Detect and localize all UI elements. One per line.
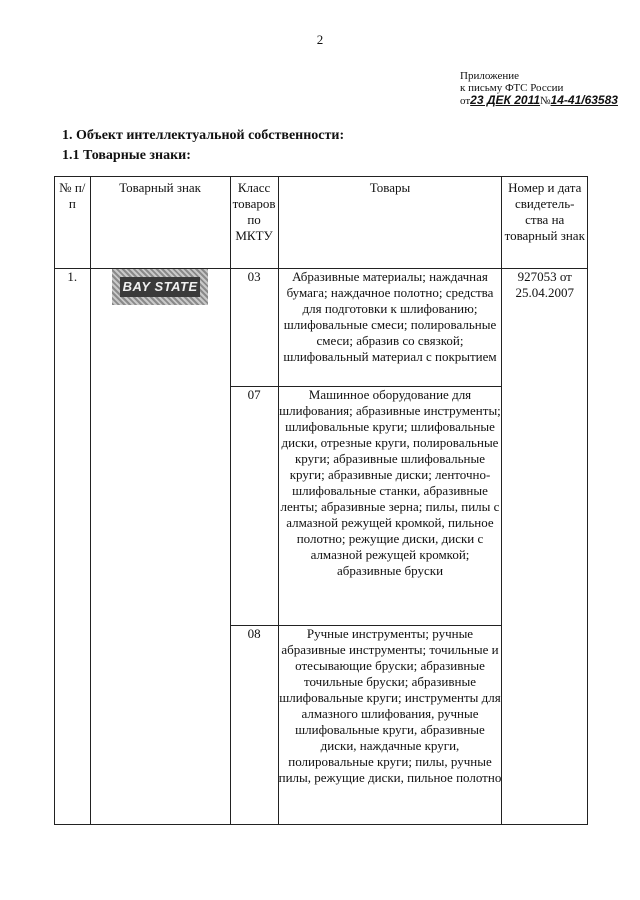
appendix-date-stamp: 23 ДЕК 2011: [470, 93, 541, 107]
row-number: 1.: [55, 269, 91, 825]
goods-cell: Абразивные материалы; наждачная бумага; наждачное полотно; средства для подготовки к шлифованию; шлифовальные смеси; полировальные смеси; абразив со связкой; шлифовальный материал с покрытием: [278, 269, 502, 387]
table-header-row: [55, 177, 588, 269]
appendix-reference: [460, 70, 618, 107]
goods-cell: Ручные инструменты; ручные абразивные инструменты; точильные и отесывающие бруски; абразивные точильные бруски; абразивные шлифовальные круги; инструменты для алмазного шлифования, ручные шлифовальные круги, абразивные диски, наждачные круги, полировальные круги; пилы, ручные пилы, режущие диски, пильное полотно: [278, 626, 502, 825]
table-row: [55, 269, 588, 387]
subsection-heading: 1.1 Товарные знаки:: [62, 148, 191, 163]
appendix-stamp-line: [460, 94, 618, 107]
goods-cell: Машинное оборудование для шлифования; абразивные инструменты; шлифовальные круги; шлифовальные диски, отрезные круги, полировальные круги; абразивные шлифовальные круги; абразивные диски; ленточно-шлифовальные станки, абразивные ленты; абразивные зерна; пилы, пилы с алмазной режущей кромкой, пильное полотно; режущие диски, диски с алмазной режущей кромкой; абразивные бруски: [278, 387, 502, 626]
class-cell: 08: [230, 626, 278, 825]
header-registration: Номер и дата свидетель-ства на товарный знак: [502, 177, 588, 269]
header-class: Класс товаров по МКТУ: [230, 177, 278, 269]
registration-cell: 927053 от 25.04.2007: [502, 269, 588, 825]
appendix-letter-ref: к письму ФТС России: [460, 82, 564, 94]
class-cell: 03: [230, 269, 278, 387]
header-trademark: Товарный знак: [90, 177, 230, 269]
appendix-from-label: от: [460, 95, 471, 107]
header-number: № п/п: [55, 177, 91, 269]
class-cell: 07: [230, 387, 278, 626]
trademark-table: [54, 176, 588, 825]
trademark-cell: [90, 269, 230, 825]
appendix-number-label: №: [540, 95, 551, 107]
appendix-title: Приложение: [460, 70, 520, 82]
header-goods: Товары: [278, 177, 502, 269]
bay-state-logo: [112, 269, 208, 305]
logo-wordmark: BAY STATE: [120, 277, 200, 297]
page-number: 2: [316, 32, 324, 47]
section-heading: 1. Объект интеллектуальной собственности:: [62, 128, 345, 143]
appendix-letter-number: 14-41/63583: [550, 93, 618, 107]
